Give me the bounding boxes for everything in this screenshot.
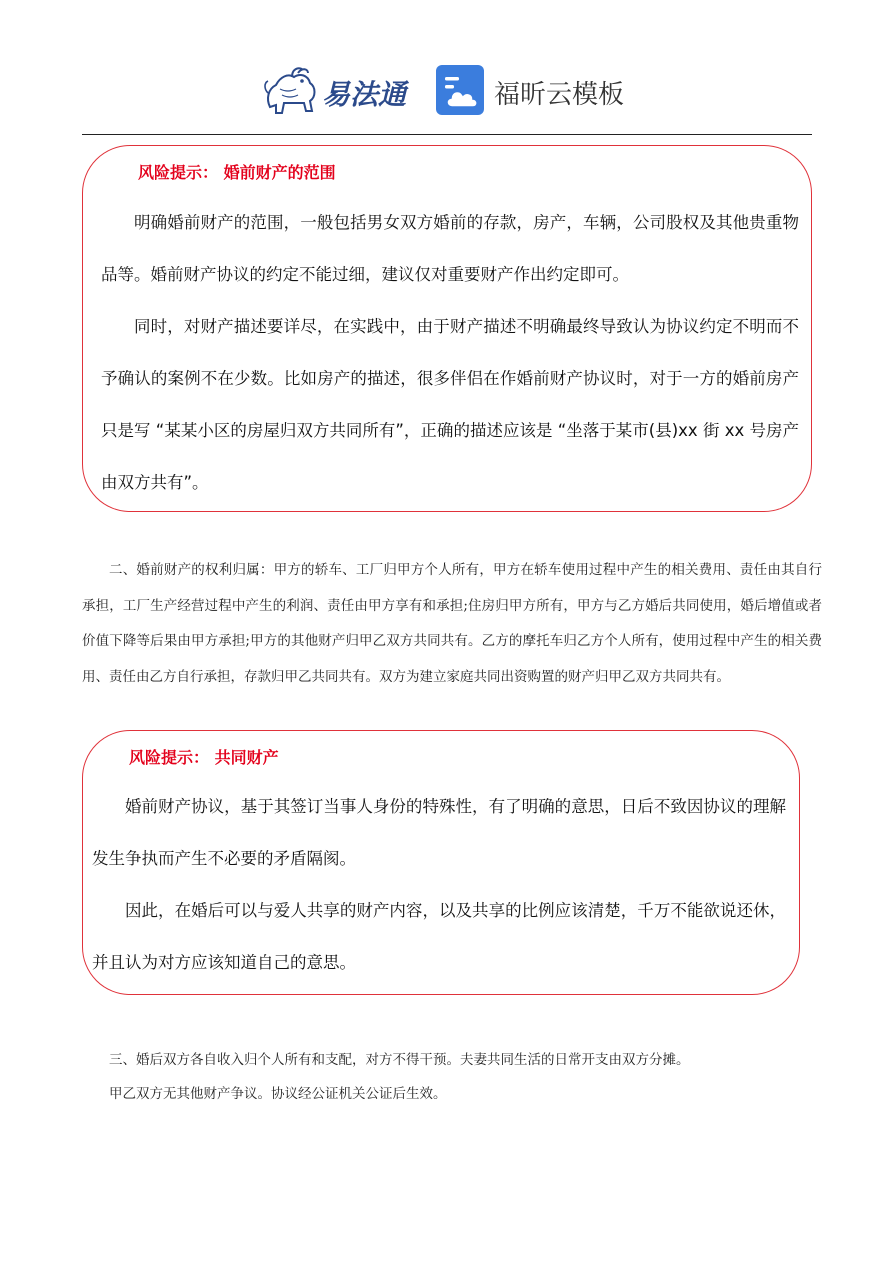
risk-tip-title: 风险提示： 婚前财产的范围 <box>138 163 336 182</box>
risk-tip-paragraph: 因此，在婚后可以与爱人共享的财产内容，以及共享的比例应该清楚，千万不能欲说还休，并且认为对方应该知道自己的意思。 <box>92 901 786 972</box>
risk-tip-paragraph: 同时，对财产描述要详尽，在实践中，由于财产描述不明确最终导致认为协议约定不明而不予确认的案例不在少数。比如房产的描述，很多伴侣在作婚前财产协议时，对于一方的婚前房产只是写 “某某小区的房屋归双方共同所有”，正确的描述应该是 “坐落于某市(县)xx 街 xx 号房产由双方共有”。 <box>101 317 799 492</box>
risk-tip-title: 风险提示： 共同财产 <box>129 748 279 767</box>
foxit-cloud-template-logo <box>436 65 636 117</box>
clause-three-line: 甲乙双方无其他财产争议。协议经公证机关公证后生效。 <box>109 1086 447 1102</box>
foxit-cloud-template-text: 福昕云模板 <box>494 80 625 110</box>
clause-two <box>82 553 822 695</box>
risk-tip-body <box>92 781 786 989</box>
risk-tip-body <box>101 197 799 509</box>
yifatong-logo-text: 易法通 <box>322 78 407 111</box>
risk-tip-paragraph: 明确婚前财产的范围，一般包括男女双方婚前的存款，房产，车辆，公司股权及其他贵重物品等。婚前财产协议的约定不能过细，建议仅对重要财产作出约定即可。 <box>101 213 799 284</box>
page-header <box>0 55 893 125</box>
foxit-cloud-icon <box>436 65 484 115</box>
clause-three <box>82 1043 822 1111</box>
clause-three-line: 三、婚后双方各自收入归个人所有和支配，对方不得干预。夫妻共同生活的日常开支由双方分摊。 <box>109 1052 690 1068</box>
yifatong-logo <box>262 63 412 119</box>
risk-tip-box-premarital-scope <box>82 145 812 512</box>
qilin-mascot-icon <box>262 63 320 119</box>
risk-tip-box-joint-property <box>82 730 800 995</box>
header-divider <box>82 134 812 135</box>
risk-tip-paragraph: 婚前财产协议，基于其签订当事人身份的特殊性，有了明确的意思，日后不致因协议的理解发生争执而产生不必要的矛盾隔阂。 <box>92 797 786 868</box>
clause-two-text: 二、婚前财产的权利归属：甲方的轿车、工厂归甲方个人所有，甲方在轿车使用过程中产生的相关费用、责任由其自行承担，工厂生产经营过程中产生的利润、责任由甲方享有和承担;住房归甲方所有，甲方与乙方婚后共同使用，婚后增值或者价值下降等后果由甲方承担;甲方的其他财产归甲乙双方共同共有。乙方的摩托车归乙方个人所有，使用过程中产生的相关费用、责任由乙方自行承担，存款归甲乙共同共有。双方为建立家庭共同出资购置的财产归甲乙双方共同共有。 <box>82 562 822 685</box>
